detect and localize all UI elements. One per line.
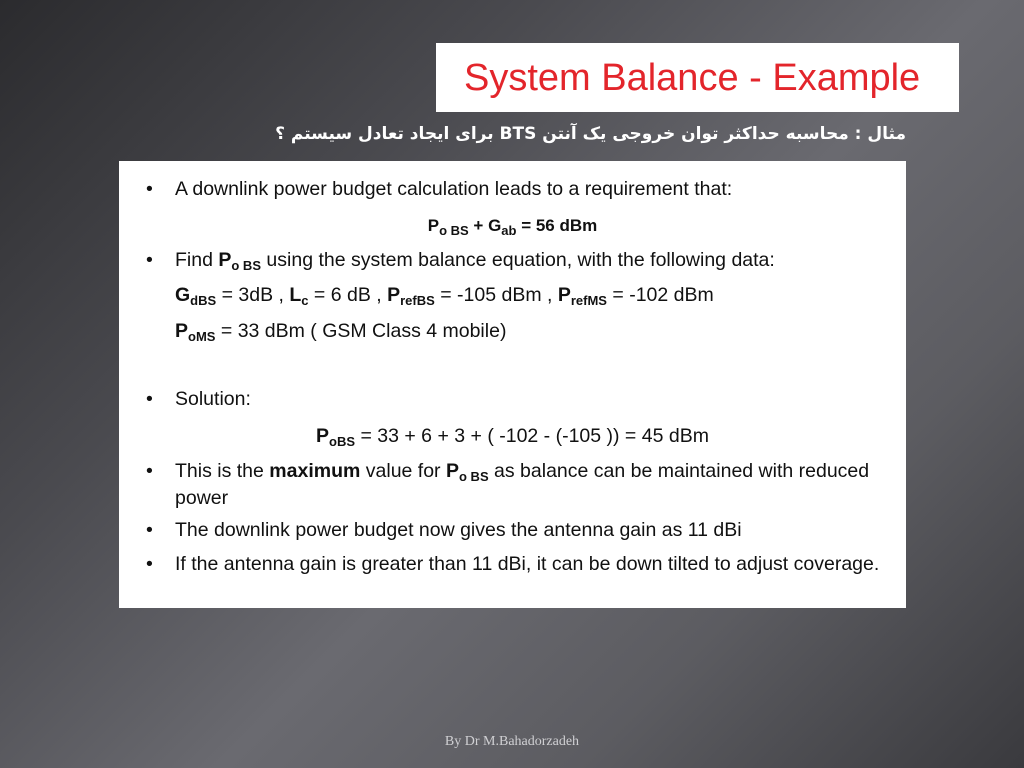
eq2-p-sub: oBS bbox=[329, 434, 356, 449]
b4-pre: This is the bbox=[175, 460, 270, 482]
slide-title: System Balance - Example bbox=[464, 57, 921, 99]
d1-l-sub: c bbox=[301, 293, 309, 308]
bullet-text-4 bbox=[175, 458, 895, 512]
eq1-g: G bbox=[488, 216, 502, 235]
b4-p-sub: o BS bbox=[459, 469, 489, 484]
d1-g: G bbox=[175, 284, 191, 306]
bullet-dot: • bbox=[146, 519, 153, 541]
eq2-p: P bbox=[316, 425, 330, 447]
bullet-text-1: A downlink power budget calculation leads to a requirement that: bbox=[175, 178, 733, 200]
eq1-p-sub: o BS bbox=[439, 223, 469, 238]
bullet-text-2 bbox=[175, 247, 895, 274]
d1-g-sub: dBS bbox=[190, 293, 217, 308]
d1-pm: P bbox=[557, 284, 571, 306]
d1-pr: P bbox=[387, 284, 401, 306]
bullet-dot: • bbox=[146, 388, 153, 410]
b4-mid: value for bbox=[360, 460, 446, 482]
bullet-dot: • bbox=[146, 249, 153, 271]
d2-p-sub: oMS bbox=[188, 329, 216, 344]
b4-p: P bbox=[445, 460, 459, 482]
b4-post: as balance can be maintained with reduced power bbox=[175, 460, 870, 509]
d2-p: P bbox=[175, 320, 189, 342]
bullet-dot: • bbox=[146, 460, 153, 482]
equation-2 bbox=[119, 423, 906, 450]
b2-p: P bbox=[218, 249, 232, 271]
d1-g-val: = 3dB , bbox=[216, 284, 290, 306]
b4-bold: maximum bbox=[269, 460, 361, 482]
content-box bbox=[119, 161, 906, 608]
d1-pr-val: = -105 dBm , bbox=[434, 284, 558, 306]
d1-pr-sub: refBS bbox=[400, 293, 435, 308]
eq1-rest: = 56 dBm bbox=[516, 216, 598, 235]
slide-subtitle: مثال : محاسبه حداکثر توان خروجی یک آنتن BTS برای ایجاد تعادل سیستم ؟ bbox=[275, 124, 906, 144]
title-box bbox=[436, 43, 959, 112]
eq1-plus: + bbox=[468, 216, 489, 235]
d1-pm-sub: refMS bbox=[570, 293, 607, 308]
d1-l: L bbox=[289, 284, 302, 306]
d1-pm-val: = -102 dBm bbox=[606, 284, 714, 306]
eq1-g-sub: ab bbox=[501, 223, 517, 238]
eq2-val: = 33 + 6 + 3 + ( -102 - (-105 )) = 45 dBm bbox=[355, 425, 709, 447]
b2-p-sub: o BS bbox=[231, 258, 261, 273]
bullet-text-3: Solution: bbox=[175, 388, 251, 410]
bullet-dot: • bbox=[146, 178, 153, 200]
bullet-text-5: The downlink power budget now gives the antenna gain as 11 dBi bbox=[175, 519, 742, 541]
data-line-2-text bbox=[175, 318, 895, 345]
b2-pre: Find bbox=[175, 249, 219, 271]
d2-val: = 33 dBm ( GSM Class 4 mobile) bbox=[215, 320, 507, 342]
bullet-dot: • bbox=[146, 553, 153, 575]
b2-post: using the system balance equation, with the following data: bbox=[261, 249, 775, 271]
equation-1 bbox=[119, 212, 906, 239]
eq1-p: P bbox=[427, 216, 440, 235]
d1-l-val: = 6 dB , bbox=[308, 284, 388, 306]
data-line-1-text bbox=[175, 282, 895, 309]
bullet-text-6: If the antenna gain is greater than 11 dBi, it can be down tilted to adjust coverage. bbox=[175, 553, 880, 575]
slide-footer: By Dr M.Bahadorzadeh bbox=[444, 734, 580, 749]
